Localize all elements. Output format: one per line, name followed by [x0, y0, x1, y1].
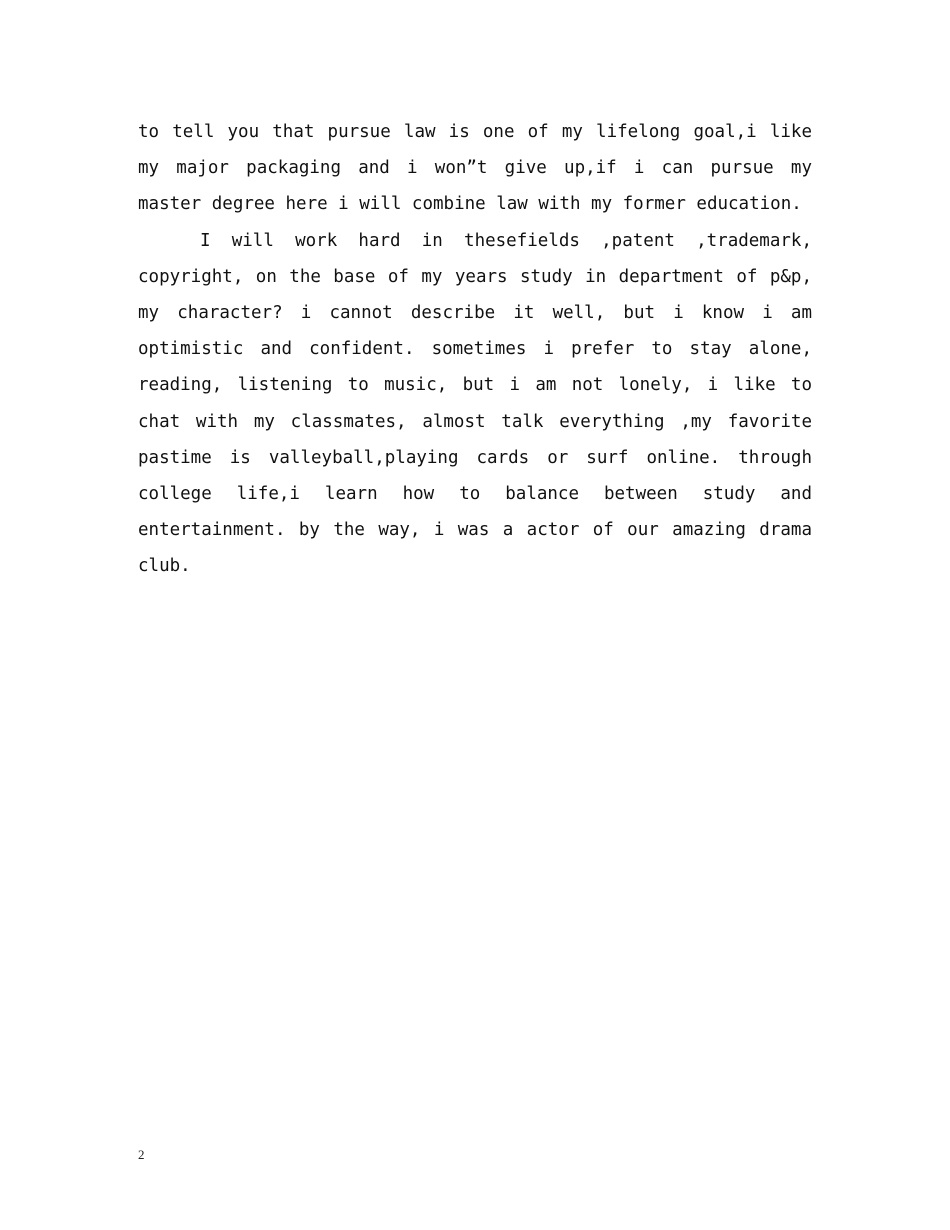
paragraph-2: I will work hard in thesefields ,patent ,trademark, copyright, on the base of my years study in department of p&p, my character? i cannot describe it well, but i know i am optimistic and confident. sometimes i prefer to stay alone, reading, listening to music, but i am not lonely, i like to chat with my classmates, almost talk everything ,my favorite pastime is valleyball,playing cards or surf online. through college life,i learn how to balance between study and entertainment. by the way, i was a actor of our amazing drama club. — [138, 230, 812, 577]
document-body — [138, 114, 812, 585]
paragraph-1: to tell you that pursue law is one of my lifelong goal,i like my major packaging and i won”t give up,if i can pursue my master degree here i will combine law with my former education. — [138, 122, 812, 215]
page-number: 2 — [138, 1147, 145, 1162]
